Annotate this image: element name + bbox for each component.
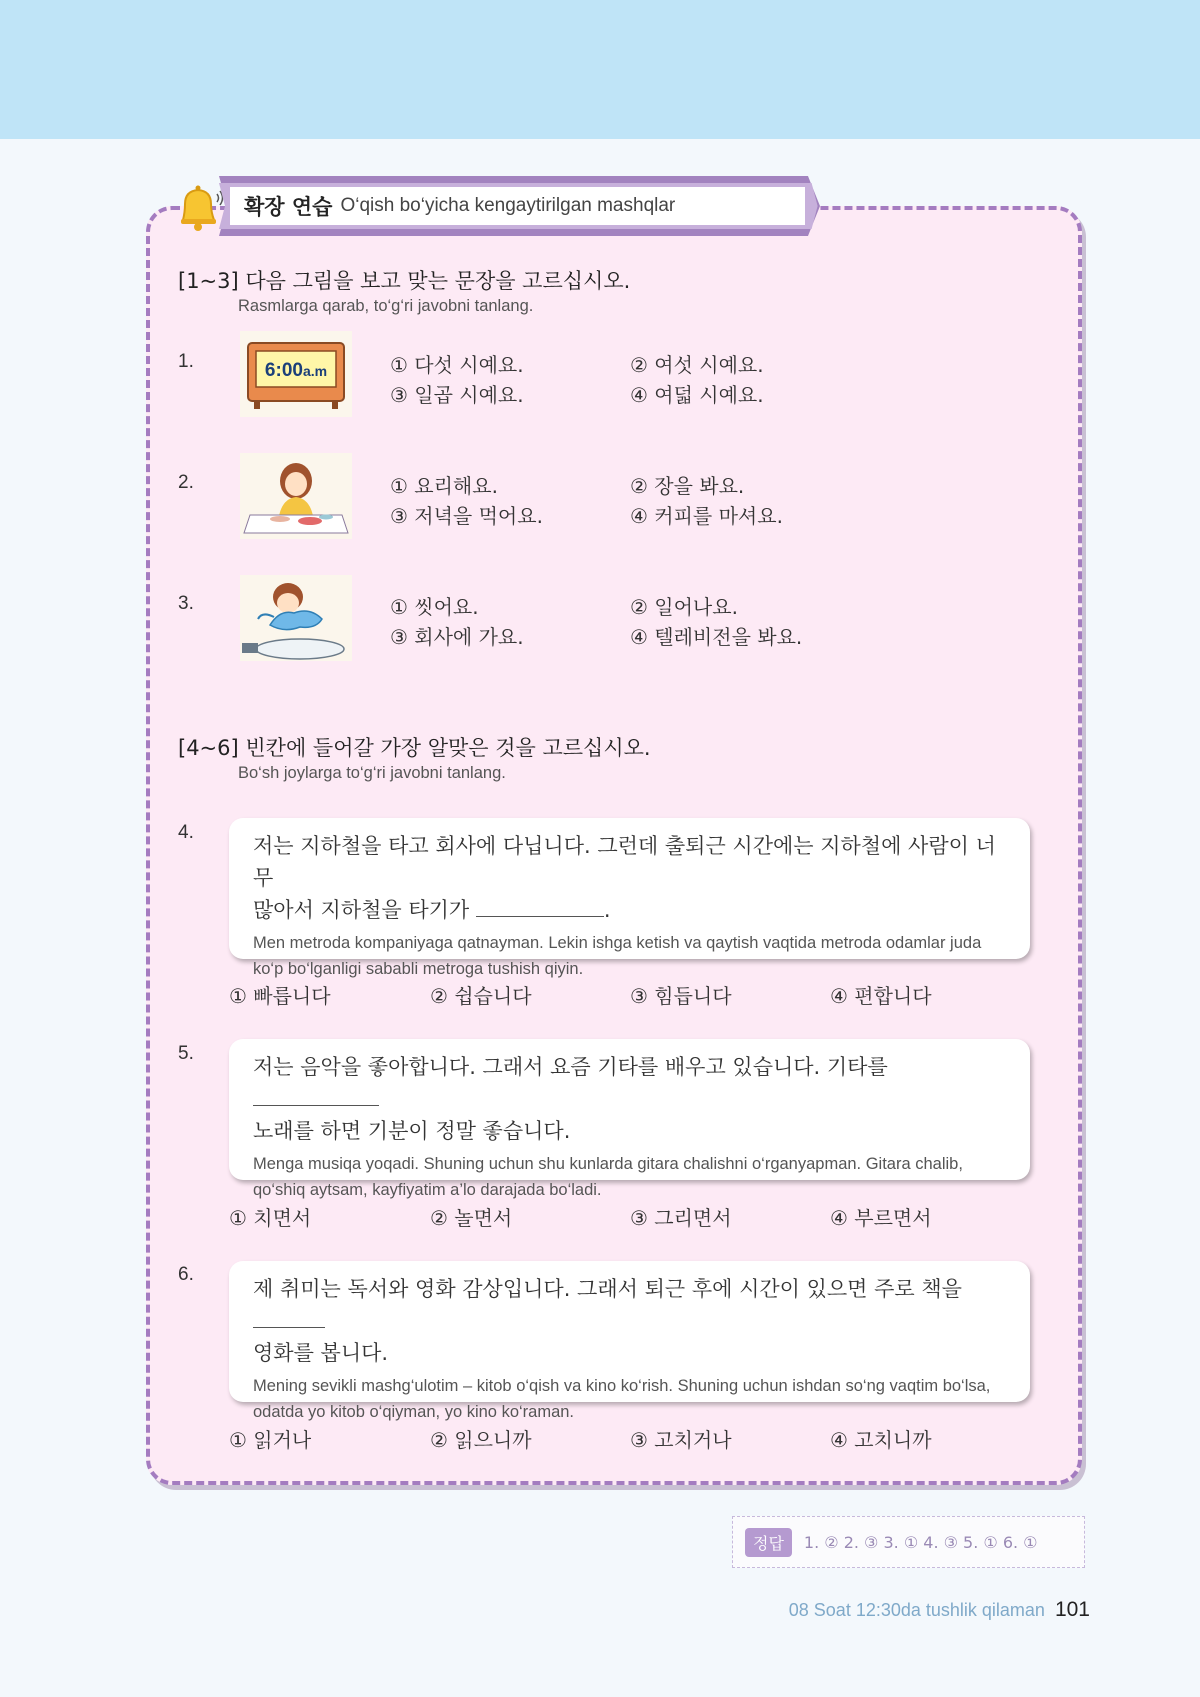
question-number: 1. (178, 351, 194, 372)
option-4[interactable]: ④ 고치니까 (830, 1428, 932, 1452)
option-2[interactable]: ② 장을 봐요. (630, 474, 745, 498)
question-passage-box (229, 1261, 1030, 1421)
option-2[interactable]: ② 읽으니까 (430, 1428, 532, 1452)
option-3[interactable]: ③ 일곱 시예요. (390, 383, 524, 407)
answer-blank (253, 1325, 325, 1328)
option-3[interactable]: ③ 그리면서 (630, 1206, 732, 1230)
passage-translation: Menga musiqa yoqadi. Shuning uchun shu kunlarda gitara chalishni o‘rganyapman. Gitara chalib, qo‘shiq aytsam, kayfiyatim a’lo darajada bo‘ladi. (253, 1155, 963, 1199)
option-1[interactable]: ① 읽거나 (229, 1428, 312, 1452)
option-4[interactable]: ④ 편합니다 (830, 984, 932, 1008)
option-1[interactable]: ① 다섯 시예요. (390, 353, 524, 377)
option-3[interactable]: ③ 힘듭니다 (630, 984, 732, 1008)
option-2[interactable]: ② 여섯 시예요. (630, 353, 764, 377)
passage-translation: Mening sevikli mashg‘ulotim – kitob o‘qish va kino ko‘rish. Shuning uchun ishdan so‘ng vaqtim bo‘lsa, odatda yo kitob o‘qiyman, yo kino ko‘raman. (253, 1377, 991, 1421)
option-2[interactable]: ② 쉽습니다 (430, 984, 532, 1008)
option-1[interactable]: ① 빠릅니다 (229, 984, 331, 1008)
section2-subtitle: Bo‘sh joylarga to‘g‘ri javobni tanlang. (238, 764, 506, 782)
option-3[interactable]: ③ 고치거나 (630, 1428, 732, 1452)
answer-blank (476, 914, 604, 917)
page-number: 101 (1054, 1598, 1090, 1621)
banner-title-uzbek: O‘qish bo‘yicha kengaytirilgan mashqlar (340, 195, 676, 216)
option-2[interactable]: ② 일어나요. (630, 595, 738, 619)
question-passage-box (229, 1039, 1030, 1199)
question-number: 5. (178, 1043, 194, 1064)
answer-blank (253, 1103, 379, 1106)
passage-translation: Men metroda kompaniyaga qatnayman. Lekin ishga ketish va qaytish vaqtida metroda odamlar juda ko‘p bo‘lganligi sababli metroga tushish qiyin. (253, 934, 982, 978)
option-1[interactable]: ① 치면서 (229, 1206, 312, 1230)
top-color-band (0, 0, 1200, 139)
option-3[interactable]: ③ 저녁을 먹어요. (390, 504, 543, 528)
question-number: 2. (178, 472, 194, 493)
page-footer (789, 1598, 1090, 1622)
option-3[interactable]: ③ 회사에 가요. (390, 625, 524, 649)
clock-display-text: 6:00a.m (264, 360, 328, 381)
eating-woman-image (240, 453, 352, 539)
passage-korean: 저는 음악을 좋아합니다. 그래서 요즘 기타를 배우고 있습니다. 기타를 노래를 하면 기분이 정말 좋습니다. (253, 1055, 888, 1143)
option-4[interactable]: ④ 부르면서 (830, 1206, 932, 1230)
question-number: 3. (178, 593, 194, 614)
section1-subtitle: Rasmlarga qarab, to‘g‘ri javobni tanlang. (238, 297, 534, 315)
question-passage-box (229, 818, 1030, 978)
option-4[interactable]: ④ 커피를 마셔요. (630, 504, 783, 528)
question-number: 6. (178, 1264, 194, 1285)
question-number: 4. (178, 822, 194, 843)
option-4[interactable]: ④ 여덟 시예요. (630, 383, 764, 407)
option-1[interactable]: ① 요리해요. (390, 474, 498, 498)
bell-icon (173, 182, 225, 232)
option-1[interactable]: ① 씻어요. (390, 595, 479, 619)
section1-title: [1~3] 다음 그림을 보고 맞는 문장을 고르십시오. (178, 269, 631, 293)
alarm-clock-image (240, 331, 352, 417)
chapter-title: 08 Soat 12:30da tushlik qilaman (788, 1600, 1045, 1620)
washing-face-image (240, 575, 352, 661)
option-2[interactable]: ② 놀면서 (430, 1206, 513, 1230)
section-banner (230, 187, 805, 225)
option-4[interactable]: ④ 텔레비전을 봐요. (630, 625, 803, 649)
passage-korean: 저는 지하철을 타고 회사에 다닙니다. 그런데 출퇴근 시간에는 지하철에 사람이 너무 많아서 지하철을 타기가 . (253, 834, 996, 922)
answer-key-box (732, 1516, 1085, 1568)
banner-title-korean: 확장 연습 (244, 195, 333, 219)
section2-title: [4~6] 빈칸에 들어갈 가장 알맞은 것을 고르십시오. (178, 736, 651, 760)
answer-key-label: 정답 (745, 1528, 792, 1557)
answer-key-text: 1. ② 2. ③ 3. ① 4. ③ 5. ① 6. ① (803, 1532, 1038, 1552)
passage-korean: 제 취미는 독서와 영화 감상입니다. 그래서 퇴근 후에 시간이 있으면 주로 책을 영화를 봅니다. (253, 1277, 962, 1365)
